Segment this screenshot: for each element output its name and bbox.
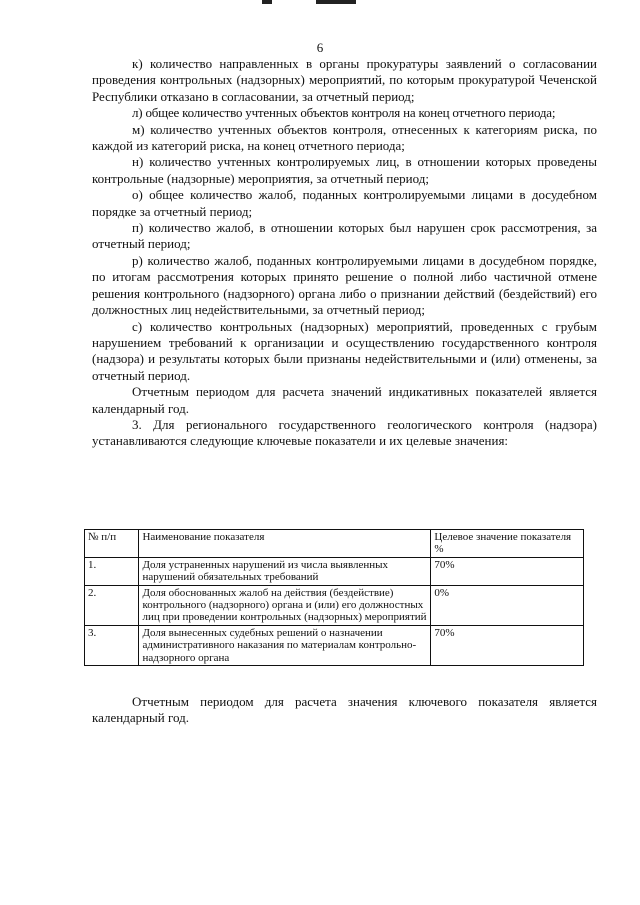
paragraph-k: к) количество направленных в органы прокуратуры заявлений о согласовании проведения контрольных (надзорных) мероприятий, по которым прокуратурой Чеченской Республики отказано в согласовании, за отчетный период; [92, 56, 597, 104]
paragraph-m: м) количество учтенных объектов контроля, отнесенных к категориям риска, по каждой из категорий риска, на конец отчетного периода; [92, 121, 597, 154]
row-indicator-name: Доля устраненных нарушений из числа выявленных нарушений обязательных требований [139, 557, 431, 585]
page-number: 6 [316, 40, 324, 55]
paragraph-n: н) количество учтенных контролируемых лиц, в отношении которых проведены контрольные (надзорные) мероприятия, за отчетный период; [92, 154, 597, 186]
table-row [85, 585, 584, 625]
row-number: 1. [85, 557, 139, 585]
header-indicator-name: Наименование показателя [139, 530, 431, 558]
row-indicator-name: Доля обоснованных жалоб на действия (бездействие) контрольного (надзорного) органа и (или) его должностных лиц при проведении контрольных (надзорных) мероприятий [139, 585, 431, 625]
paragraph-l: л) общее количество учтенных объектов контроля на конец отчетного периода; [132, 105, 556, 121]
table-row [85, 557, 584, 585]
paragraph-r: р) количество жалоб, поданных контролируемыми лицами в досудебном порядке, по итогам рассмотрения которых принято решение о полной либо частичной отмене решения контрольного (надзорного) органа либо о признании действий (бездействий) его должностных лиц недействительными, за отчетный период; [92, 252, 597, 318]
row-number: 3. [85, 625, 139, 665]
paragraph-final: Отчетным периодом для расчета значения ключевого показателя является календарный год. [92, 694, 597, 726]
table-header-row [85, 530, 584, 558]
body-text [92, 56, 597, 450]
row-number: 2. [85, 585, 139, 625]
paragraph-p: п) количество жалоб, в отношении которых был нарушен срок рассмотрения, за отчетный период; [92, 220, 597, 252]
key-indicators-table [84, 529, 584, 666]
row-target-value: 0% [431, 585, 584, 625]
final-text [92, 694, 597, 727]
paragraph-o: о) общее количество жалоб, поданных контролируемыми лицами в досудебном порядке за отчетный период; [92, 187, 597, 219]
paragraph-reporting-period: Отчетным периодом для расчета значений индикативных показателей является календарный год. [92, 384, 597, 416]
header-number: № п/п [85, 530, 139, 558]
paragraph-section-3: 3. Для регионального государственного геологического контроля (надзора) устанавливаются следующие ключевые показатели и их целевые значения: [92, 416, 597, 449]
table-row [85, 625, 584, 665]
row-target-value: 70% [431, 625, 584, 665]
header-target-value: Целевое значение показателя % [431, 530, 584, 558]
paragraph-s: с) количество контрольных (надзорных) мероприятий, проведенных с грубым нарушением требований к организации и осуществлению государственного контроля (надзора) и результаты которых были признаны недействительными и (или) отменены, за отчетный период. [92, 318, 597, 383]
row-indicator-name: Доля вынесенных судебных решений о назначении административного наказания по материалам контрольно-надзорного органа [139, 625, 431, 665]
row-target-value: 70% [431, 557, 584, 585]
